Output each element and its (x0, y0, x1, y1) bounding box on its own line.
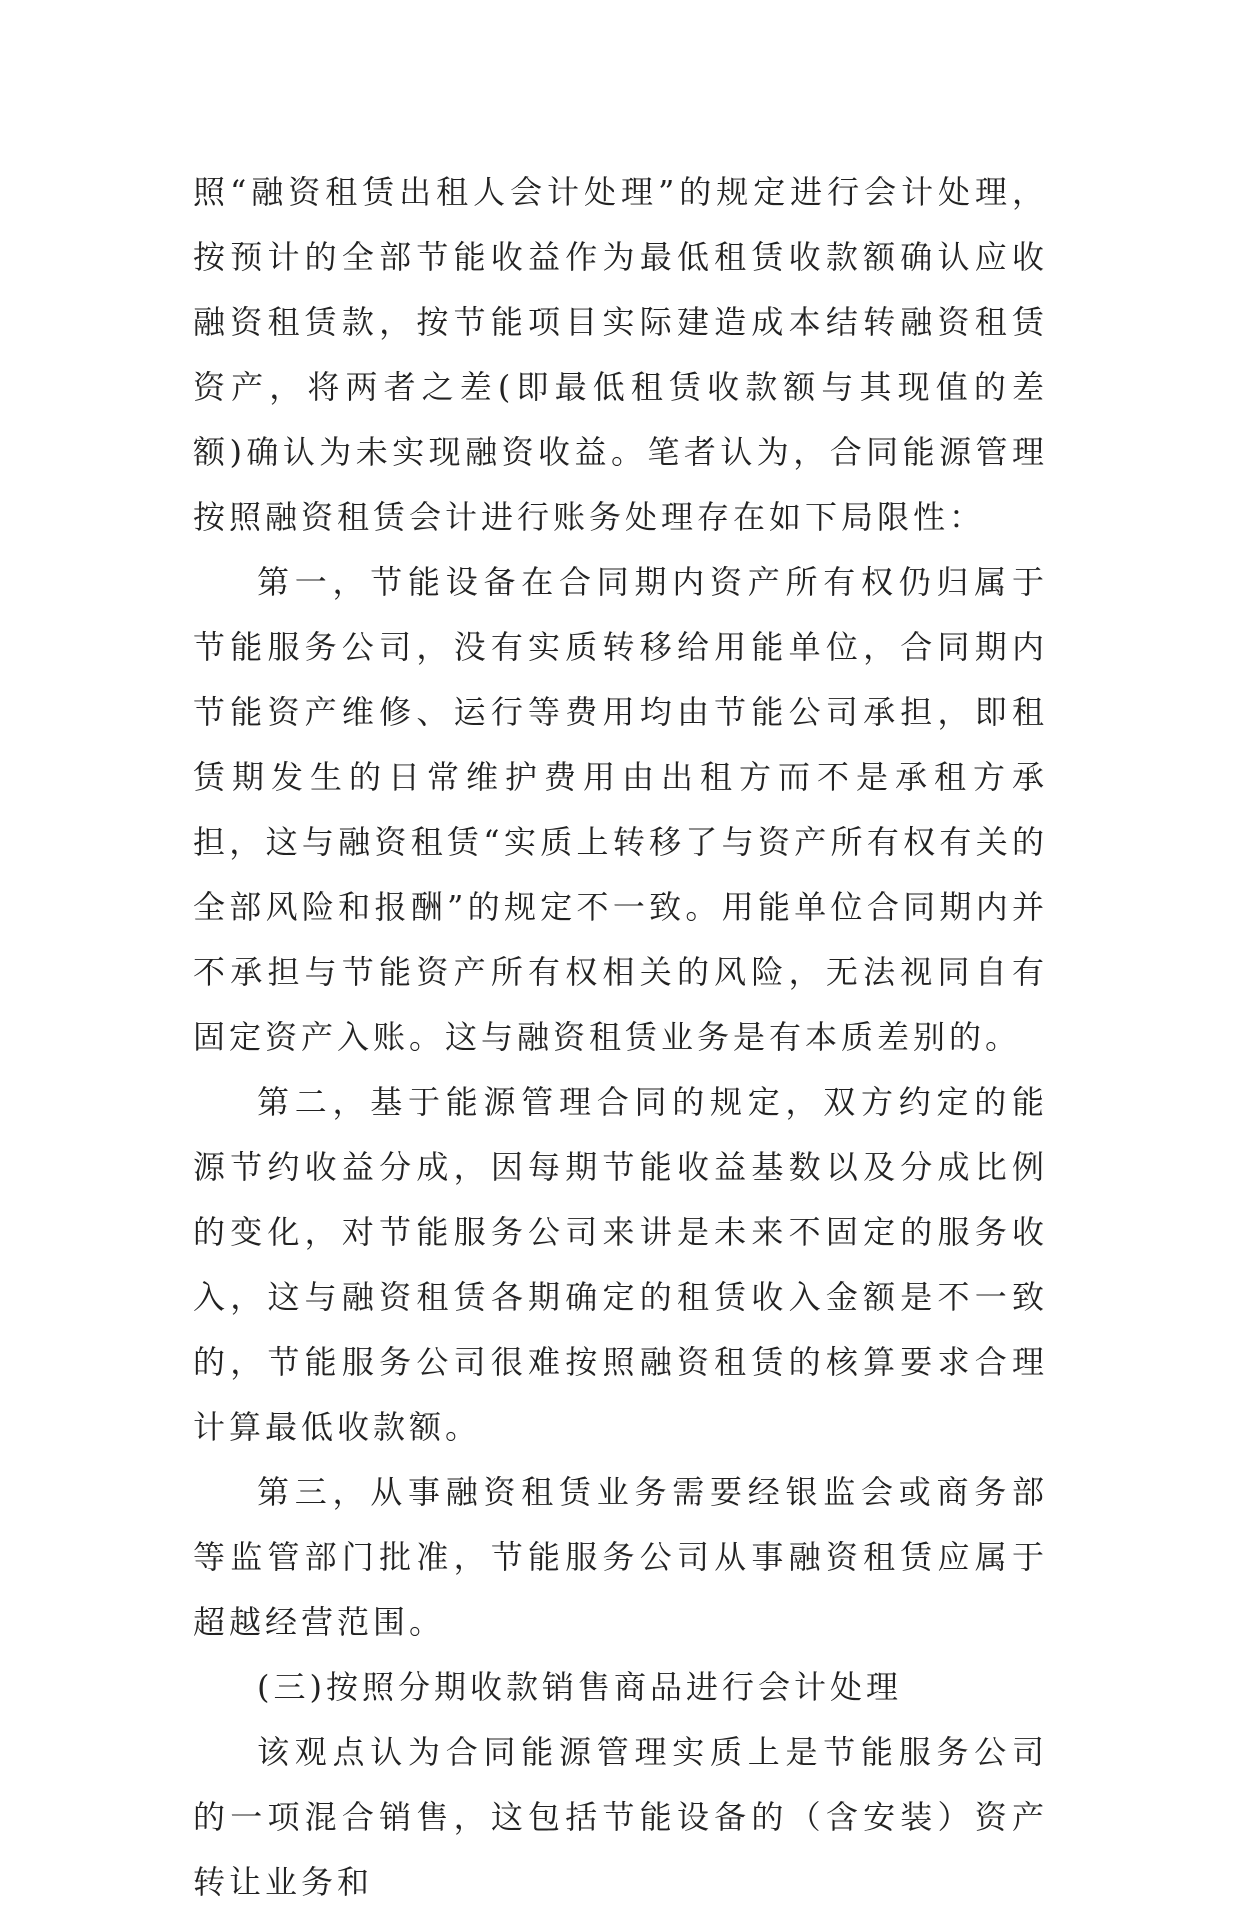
section-heading-three: (三)按照分期收款销售商品进行会计处理 (257, 1668, 902, 1706)
document-body (193, 160, 1048, 1915)
paragraph-point-two: 第二，基于能源管理合同的规定，双方约定的能源节约收益分成，因每期节能收益基数以及分成比例的变化，对节能服务公司来讲是未来不固定的服务收入，这与融资租赁各期确定的租赁收入金额是不一致的，节能服务公司很难按照融资租赁的核算要求合理计算最低收款额。 (193, 1083, 1048, 1446)
paragraph-point-one: 第一，节能设备在合同期内资产所有权仍归属于节能服务公司，没有实质转移给用能单位，合同期内节能资产维修、运行等费用均由节能公司承担，即租赁期发生的日常维护费用由出租方而不是承租方承担，这与融资租赁“实质上转移了与资产所有权有关的全部风险和报酬”的规定不一致。用能单位合同期内并不承担与节能资产所有权相关的风险，无法视同自有固定资产入账。这与融资租赁业务是有本质差别的。 (193, 563, 1048, 1056)
paragraph-installment-view: 该观点认为合同能源管理实质上是节能服务公司的一项混合销售，这包括节能设备的（含安装）资产转让业务和 (193, 1733, 1048, 1901)
paragraph-continued-intro: 照“融资租赁出租人会计处理”的规定进行会计处理，按预计的全部节能收益作为最低租赁收款额确认应收融资租赁款，按节能项目实际建造成本结转融资租赁资产，将两者之差(即最低租赁收款额与其现值的差额)确认为未实现融资收益。笔者认为，合同能源管理按照融资租赁会计进行账务处理存在如下局限性： (193, 173, 1048, 536)
paragraph-point-three: 第三，从事融资租赁业务需要经银监会或商务部等监管部门批准，节能服务公司从事融资租赁应属于超越经营范围。 (193, 1473, 1048, 1641)
